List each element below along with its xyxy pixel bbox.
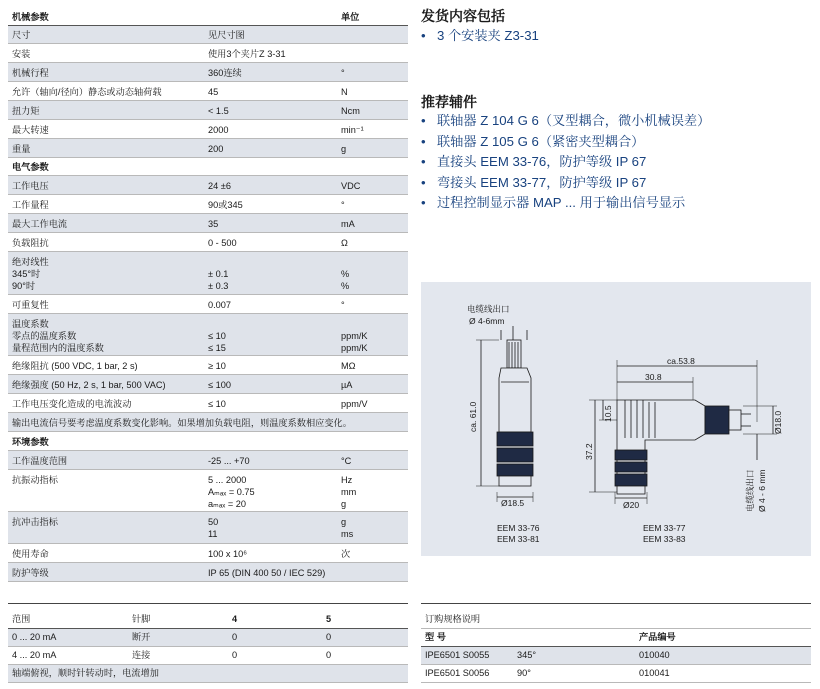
- spec-value: 5 ... 2000: [208, 475, 247, 485]
- straight-connector-shape: [497, 330, 533, 486]
- drawing-svg: [421, 282, 811, 556]
- spec-label: 可重复性: [12, 300, 49, 310]
- spec-row-temp-coef: [8, 314, 408, 356]
- spec-header-unit: 单位: [341, 12, 360, 22]
- spec-row: [8, 120, 408, 139]
- spec-label: 允许（轴向/径向）静态或动态轴荷载: [12, 87, 162, 97]
- ordering-angle: 345°: [517, 650, 537, 660]
- spec-row: [8, 451, 408, 470]
- spec-unit: min⁻¹: [341, 125, 364, 135]
- pin-header-range: 范围: [12, 614, 31, 624]
- list-item-text: 过程控制显示器 MAP ... 用于输出信号显示: [437, 195, 686, 210]
- pin-5-value: 0: [326, 632, 332, 642]
- bullet-icon: •: [421, 174, 426, 190]
- cable-exit-label: 电缆线出口: [467, 304, 510, 314]
- dia185-label: Ø18.5: [501, 498, 525, 508]
- spec-label: 重量: [12, 144, 31, 154]
- pin-4-value: 0: [232, 650, 238, 660]
- spec-label: 工作电压: [12, 181, 49, 191]
- dim-308: 30.8: [645, 372, 662, 382]
- bullet-icon: •: [421, 154, 426, 169]
- spec-row: [8, 195, 408, 214]
- accessories-list: [421, 111, 710, 214]
- spec-unit: VDC: [341, 181, 361, 191]
- spec-unit: MΩ: [341, 361, 356, 371]
- spec-label: 量程范围内的温度系数: [12, 343, 104, 353]
- pin-state: 连接: [132, 650, 151, 660]
- spec-row: [8, 214, 408, 233]
- spec-label: 345°时: [12, 269, 41, 279]
- straight-code-2: EEM 33-81: [497, 534, 540, 544]
- spec-unit: mm: [341, 487, 357, 497]
- spec-value: ≤ 15: [208, 343, 226, 353]
- bullet-icon: •: [421, 28, 426, 43]
- spec-unit: g: [341, 499, 347, 509]
- cable-dia-label: Ø 4-6mm: [469, 316, 505, 326]
- table-row: [8, 647, 408, 665]
- ordering-model: IPE6501 S0056: [425, 668, 490, 678]
- list-item-text: 联轴器 Z 104 G 6（叉型耦合，微小机械误差）: [437, 113, 711, 128]
- spec-label: 绝缘强度 (50 Hz, 2 s, 1 bar, 500 VAC): [12, 380, 166, 390]
- spec-unit: mA: [341, 219, 355, 229]
- dia18-label: Ø18.0: [773, 410, 783, 434]
- spec-value: ≤ 10: [208, 331, 226, 341]
- cable-dia-v-label: Ø 4 - 6 mm: [757, 469, 767, 512]
- spec-label: 尺寸: [12, 30, 31, 40]
- section-title-electrical: [8, 158, 408, 176]
- spec-row-vibration: [8, 470, 408, 512]
- spec-label: 工作温度范围: [12, 456, 68, 466]
- pin-state: 断开: [132, 632, 151, 642]
- length-label: ca. 61.0: [468, 401, 478, 432]
- ordering-code: 010041: [639, 668, 670, 678]
- spec-value: IP 65 (DIN 400 50 / IEC 529): [208, 568, 326, 578]
- pin-header-pin: 针脚: [132, 614, 151, 624]
- spec-value: ≤ 100: [208, 380, 231, 390]
- table-row: [421, 665, 811, 683]
- ordering-code: 010040: [639, 650, 670, 660]
- spec-header-row: [8, 8, 408, 26]
- spec-unit: g: [341, 144, 347, 154]
- cable-exit-v-label: 电缆线出口: [745, 469, 755, 512]
- spec-row: [8, 82, 408, 101]
- dim-372: 37.2: [584, 443, 594, 460]
- list-item: [421, 132, 710, 153]
- pin-range: 0 ... 20 mA: [12, 632, 57, 642]
- ordering-header-code: 产品编号: [639, 632, 676, 642]
- spec-value: 0.007: [208, 300, 231, 310]
- spec-row: [8, 63, 408, 82]
- spec-row: [8, 563, 408, 582]
- spec-value: 100 x 10⁶: [208, 549, 248, 559]
- pin-table-top-rule: [8, 603, 408, 604]
- spec-row: [8, 233, 408, 252]
- pin-note: 轴端俯视，顺时针转动时，电流增加: [12, 668, 159, 678]
- spec-value: 2000: [208, 125, 229, 135]
- ordering-title-row: [421, 611, 811, 629]
- list-item: [421, 111, 710, 132]
- spec-unit: %: [341, 269, 350, 279]
- accessories-title: 推荐辅件: [421, 94, 477, 110]
- spec-value: ≤ 10: [208, 399, 226, 409]
- spec-value: 使用3个夹片Z 3-31: [208, 49, 286, 59]
- spec-value: aₘₐₓ = 20: [208, 499, 246, 509]
- ordering-table: [421, 611, 811, 685]
- angled-code-1: EEM 33-77: [643, 523, 686, 533]
- spec-label: 防护等级: [12, 568, 49, 578]
- spec-label: 抗振动指标: [12, 475, 58, 485]
- spec-row: [8, 176, 408, 195]
- spec-value: 35: [208, 219, 219, 229]
- spec-label: 绝对线性: [12, 257, 49, 267]
- spec-row: [8, 295, 408, 314]
- list-item: [421, 193, 710, 214]
- spec-label: 绝缘阻抗 (500 VDC, 1 bar, 2 s): [12, 361, 138, 371]
- spec-unit: µA: [341, 380, 353, 390]
- list-item: [421, 152, 710, 173]
- table-row: [8, 629, 408, 647]
- spec-value: 200: [208, 144, 224, 154]
- spec-value: 11: [208, 529, 218, 539]
- spec-unit: g: [341, 517, 347, 527]
- spec-label: 安装: [12, 49, 31, 59]
- spec-unit: °: [341, 300, 345, 310]
- spec-unit: °: [341, 200, 345, 210]
- spec-label: 机械行程: [12, 68, 49, 78]
- spec-unit: °: [341, 68, 345, 78]
- spec-header-label: 机械参数: [12, 12, 49, 22]
- spec-value: -25 ... +70: [208, 456, 250, 466]
- list-item-text: 3 个安装夹 Z3-31: [437, 28, 539, 43]
- spec-unit: °C: [341, 456, 352, 466]
- spec-row: [8, 26, 408, 44]
- spec-label: 扭力矩: [12, 106, 40, 116]
- spec-row: [8, 101, 408, 120]
- pin-header-5: 5: [326, 614, 332, 624]
- spec-value: 见尺寸图: [208, 30, 245, 40]
- spec-value: Aₘₐₓ = 0.75: [208, 487, 255, 497]
- spec-label: 工作量程: [12, 200, 49, 210]
- spec-row: [8, 544, 408, 563]
- pin-range: 4 ... 20 mA: [12, 650, 57, 660]
- ordering-angle: 90°: [517, 668, 531, 678]
- list-item-text: 直接头 EEM 33-76，防护等级 IP 67: [437, 154, 647, 169]
- pin-note-row: [8, 665, 408, 683]
- spec-unit: 次: [341, 549, 351, 559]
- ordering-title: 订购规格说明: [425, 614, 481, 624]
- pin-table: [8, 611, 408, 685]
- angled-code-2: EEM 33-83: [643, 534, 686, 544]
- spec-label: 最大转速: [12, 125, 49, 135]
- spec-label: 温度系数: [12, 319, 49, 329]
- pin-table-header: [8, 611, 408, 629]
- spec-label: 工作电压变化造成的电流波动: [12, 399, 132, 409]
- spec-unit: Hz: [341, 475, 353, 485]
- spec-value: 0 - 500: [208, 238, 237, 248]
- spec-value: < 1.5: [208, 106, 229, 116]
- spec-row-shock: [8, 512, 408, 544]
- straight-code-1: EEM 33-76: [497, 523, 540, 533]
- list-item: [421, 26, 539, 47]
- spec-row-linearity: [8, 252, 408, 295]
- spec-table: [8, 8, 408, 582]
- spec-value: ± 0.1: [208, 269, 229, 279]
- spec-unit: ppm/K: [341, 331, 368, 341]
- ordering-model: IPE6501 S0055: [425, 650, 490, 660]
- spec-unit: Ω: [341, 238, 348, 248]
- spec-label: 90°时: [12, 281, 36, 291]
- spec-value: 360连续: [208, 68, 242, 78]
- pin-4-value: 0: [232, 632, 238, 642]
- delivery-list: [421, 26, 539, 47]
- spec-value: ± 0.3: [208, 281, 229, 291]
- spec-label: 使用寿命: [12, 549, 49, 559]
- spec-label: 零点的温度系数: [12, 331, 77, 341]
- spec-unit: ppm/K: [341, 343, 368, 353]
- spec-label: 最大工作电流: [12, 219, 68, 229]
- ordering-header-model: 型 号: [425, 632, 446, 642]
- spec-value: 24 ±6: [208, 181, 231, 191]
- list-item: [421, 173, 710, 194]
- ordering-header: [421, 629, 811, 647]
- spec-unit: N: [341, 87, 348, 97]
- spec-value: 45: [208, 87, 219, 97]
- spec-row: [8, 375, 408, 394]
- pin-header-4: 4: [232, 614, 238, 624]
- delivery-title: 发货内容包括: [421, 8, 505, 24]
- list-item-text: 弯接头 EEM 33-77，防护等级 IP 67: [437, 174, 647, 190]
- table-row: [421, 647, 811, 665]
- pin-5-value: 0: [326, 650, 332, 660]
- spec-label: 负载阻抗: [12, 238, 49, 248]
- spec-unit: ppm/V: [341, 399, 368, 409]
- section-title-text: 环境参数: [12, 437, 49, 447]
- list-item-text: 联轴器 Z 105 G 6（紧密夹型耦合）: [437, 133, 645, 149]
- spec-unit: ms: [341, 529, 354, 539]
- bullet-icon: •: [421, 133, 426, 149]
- ordering-table-top-rule: [421, 603, 811, 604]
- spec-note: [8, 413, 408, 432]
- spec-value: ≥ 10: [208, 361, 226, 371]
- spec-row: [8, 356, 408, 375]
- spec-note-text: 输出电流信号要考虑温度系数变化影响。如果增加负载电阻，则温度系数相应变化。: [12, 418, 352, 428]
- spec-unit: %: [341, 281, 350, 291]
- spec-row: [8, 44, 408, 63]
- connector-dimension-drawing: [421, 282, 811, 556]
- bullet-icon: •: [421, 113, 426, 128]
- spec-label: 抗冲击指标: [12, 517, 58, 527]
- spec-value: 90或345: [208, 200, 243, 210]
- section-title-text: 电气参数: [12, 162, 49, 172]
- spec-unit: Ncm: [341, 106, 360, 116]
- dim-105: 10.5: [603, 405, 613, 422]
- spec-row: [8, 139, 408, 158]
- bullet-icon: •: [421, 195, 426, 210]
- spec-row: [8, 394, 408, 413]
- section-title-environment: [8, 432, 408, 451]
- dia20-label: Ø20: [623, 500, 640, 510]
- spec-value: 50: [208, 517, 219, 527]
- angled-connector-shape: [615, 400, 751, 494]
- dim-ca538: ca.53.8: [667, 356, 695, 366]
